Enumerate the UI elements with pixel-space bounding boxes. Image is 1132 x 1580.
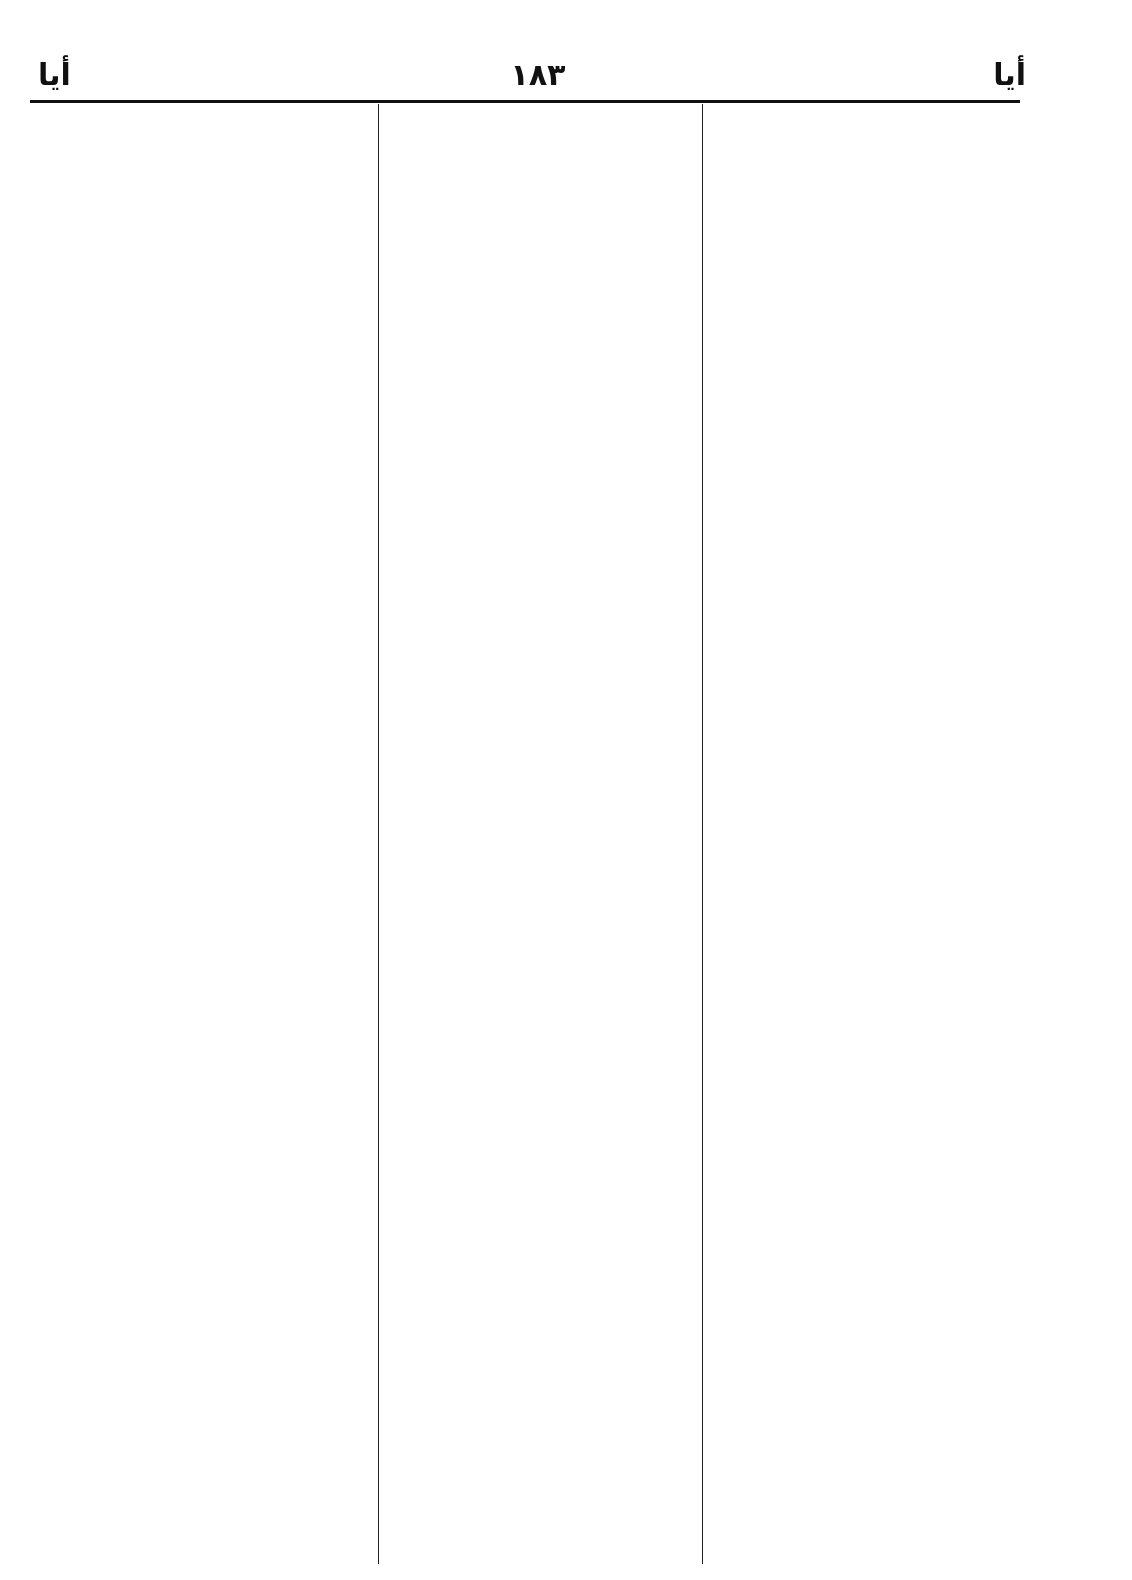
headword-header-right: أيا bbox=[993, 58, 1026, 93]
text-column-right bbox=[716, 110, 1012, 1560]
column-divider-left bbox=[378, 104, 379, 1564]
header-rule bbox=[30, 100, 1020, 103]
text-column-left bbox=[38, 110, 368, 1560]
page-number: ١٨٣ bbox=[510, 58, 566, 93]
column-divider-right bbox=[702, 104, 703, 1564]
headword-header-left: أيا bbox=[38, 58, 71, 93]
text-column-middle bbox=[390, 110, 690, 1560]
